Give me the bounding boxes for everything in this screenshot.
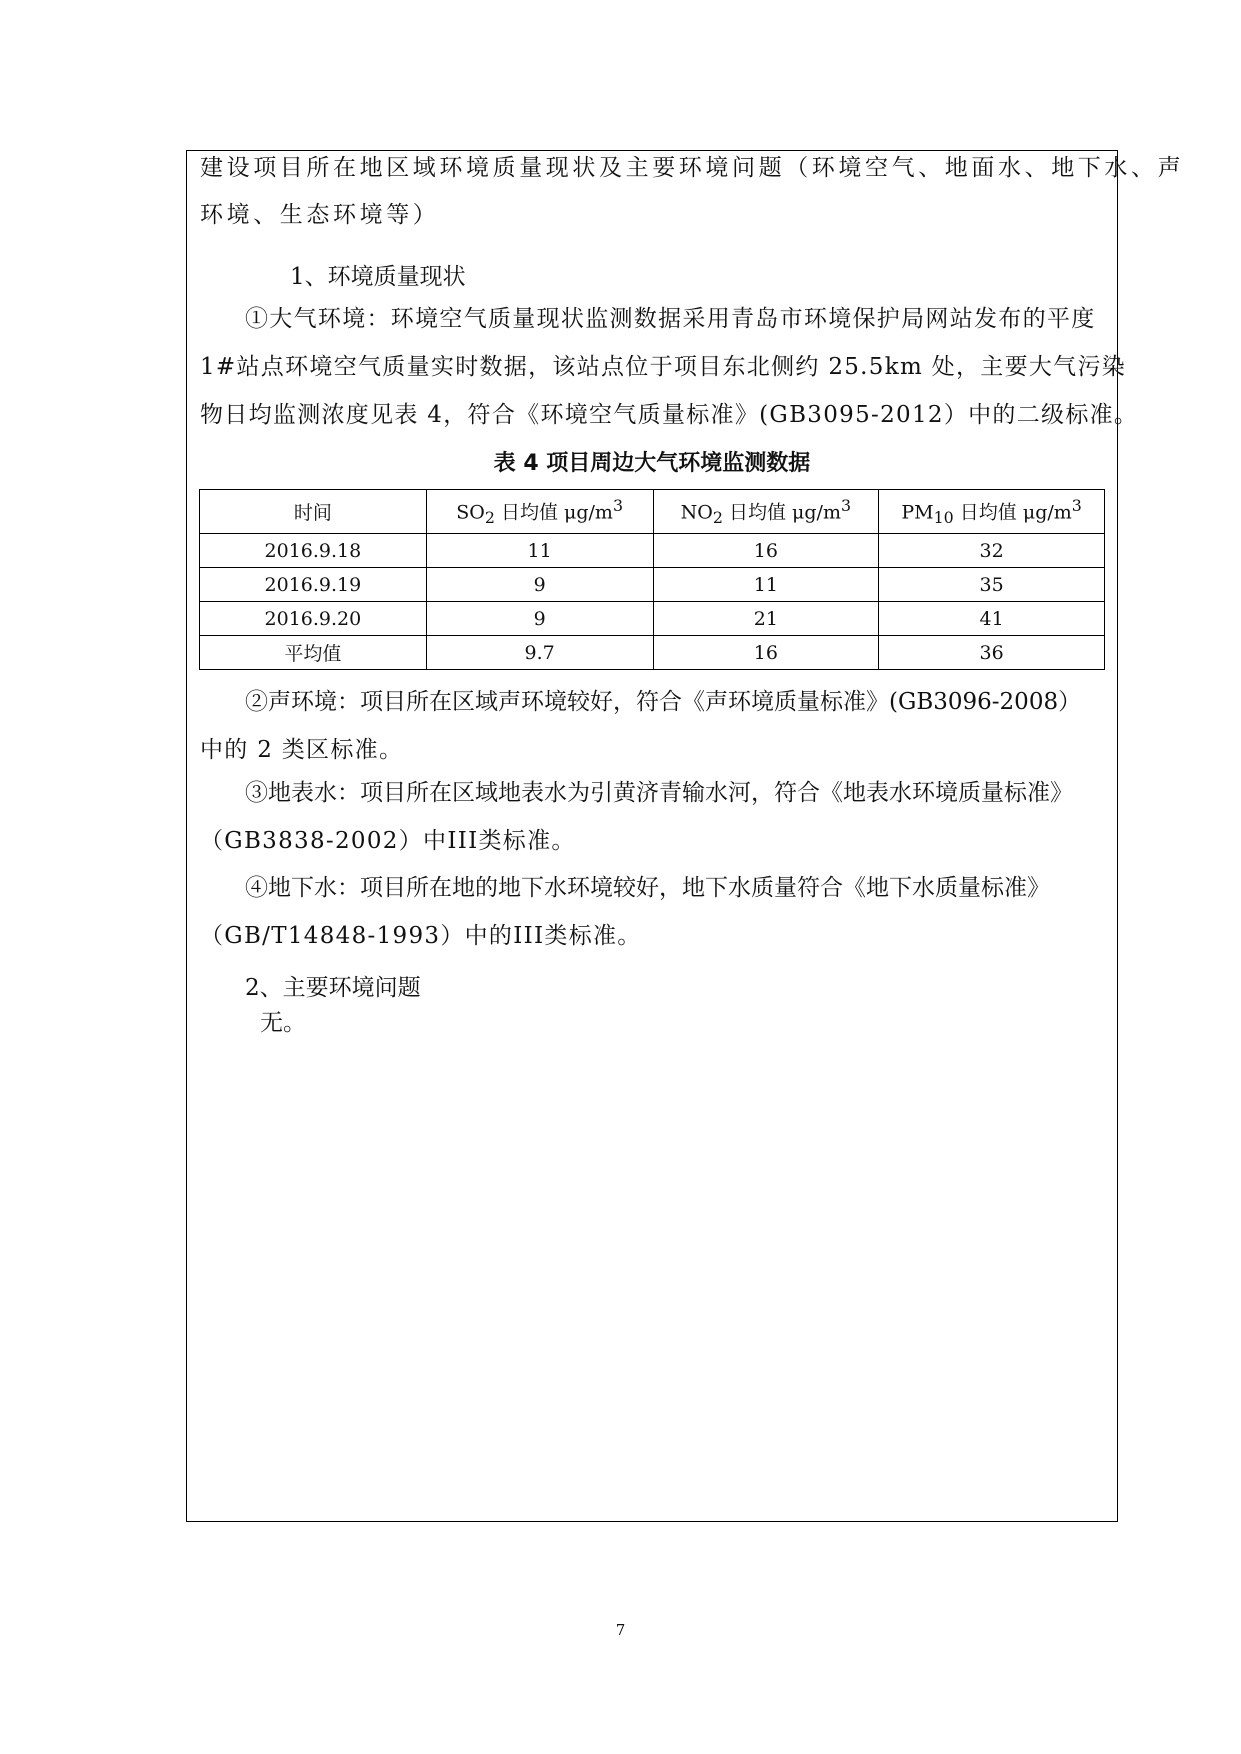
cell-time: 2016.9.18 — [200, 534, 427, 568]
section2-content: 无。 — [260, 1010, 306, 1036]
cell-pm10: 35 — [879, 568, 1105, 602]
table-row — [200, 534, 1105, 568]
surface-water-paragraph-line-1: ③地表水：项目所在区域地表水为引黄济青输水河，符合《地表水环境质量标准》 — [245, 780, 1073, 806]
cell-time: 2016.9.20 — [200, 602, 427, 636]
section-header-line-1: 建设项目所在地区域环境质量现状及主要环境问题（环境空气、地面水、地下水、声 — [200, 155, 1185, 181]
table-caption: 表 4 项目周边大气环境监测数据 — [493, 451, 811, 476]
cell-so2: 9 — [426, 602, 653, 636]
header-pm10: $PM_{10}$ 日均值 $\mu g/m^3$ — [879, 490, 1105, 534]
air-monitoring-table — [199, 489, 1105, 670]
noise-paragraph-line-2: 中的 2 类区标准。 — [200, 737, 404, 763]
surface-water-paragraph-line-2: （GB3838-2002）中III类标准。 — [200, 828, 576, 854]
table-row — [200, 602, 1105, 636]
cell-pm10: 36 — [879, 636, 1105, 670]
cell-time: 平均值 — [200, 636, 427, 670]
section2-title: 2、主要环境问题 — [245, 975, 421, 1001]
header-no2: $NO_2$ 日均值 $\mu g/m^3$ — [653, 490, 879, 534]
section1-title: 1、环境质量现状 — [290, 264, 466, 290]
header-so2: $SO_2$ 日均值 $\mu g/m^3$ — [426, 490, 653, 534]
header-time: 时间 — [200, 490, 427, 534]
cell-so2: 11 — [426, 534, 653, 568]
table-row — [200, 568, 1105, 602]
air-paragraph-line-2: 1#站点环境空气质量实时数据，该站点位于项目东北侧约 25.5km 处，主要大气污染 — [200, 354, 1127, 380]
noise-paragraph-line-1: ②声环境：项目所在区域声环境较好，符合《声环境质量标准》(GB3096-2008） — [245, 689, 1082, 715]
air-paragraph-line-3: 物日均监测浓度见表 4，符合《环境空气质量标准》(GB3095-2012）中的二级标准。 — [200, 402, 1139, 428]
cell-no2: 11 — [653, 568, 879, 602]
section-header-line-2: 环境、生态环境等） — [200, 202, 440, 228]
groundwater-paragraph-line-1: ④地下水：项目所在地的地下水环境较好，地下水质量符合《地下水质量标准》 — [245, 875, 1050, 901]
groundwater-paragraph-line-2: （GB/T14848-1993）中的III类标准。 — [200, 923, 642, 949]
cell-pm10: 41 — [879, 602, 1105, 636]
table-header-row — [200, 490, 1105, 534]
cell-no2: 16 — [653, 636, 879, 670]
table-row-average — [200, 636, 1105, 670]
cell-no2: 16 — [653, 534, 879, 568]
cell-pm10: 32 — [879, 534, 1105, 568]
cell-no2: 21 — [653, 602, 879, 636]
cell-so2: 9.7 — [426, 636, 653, 670]
page-number: 7 — [615, 1621, 626, 1639]
air-paragraph-line-1: ①大气环境：环境空气质量现状监测数据采用青岛市环境保护局网站发布的平度 — [245, 306, 1096, 332]
cell-time: 2016.9.19 — [200, 568, 427, 602]
cell-so2: 9 — [426, 568, 653, 602]
